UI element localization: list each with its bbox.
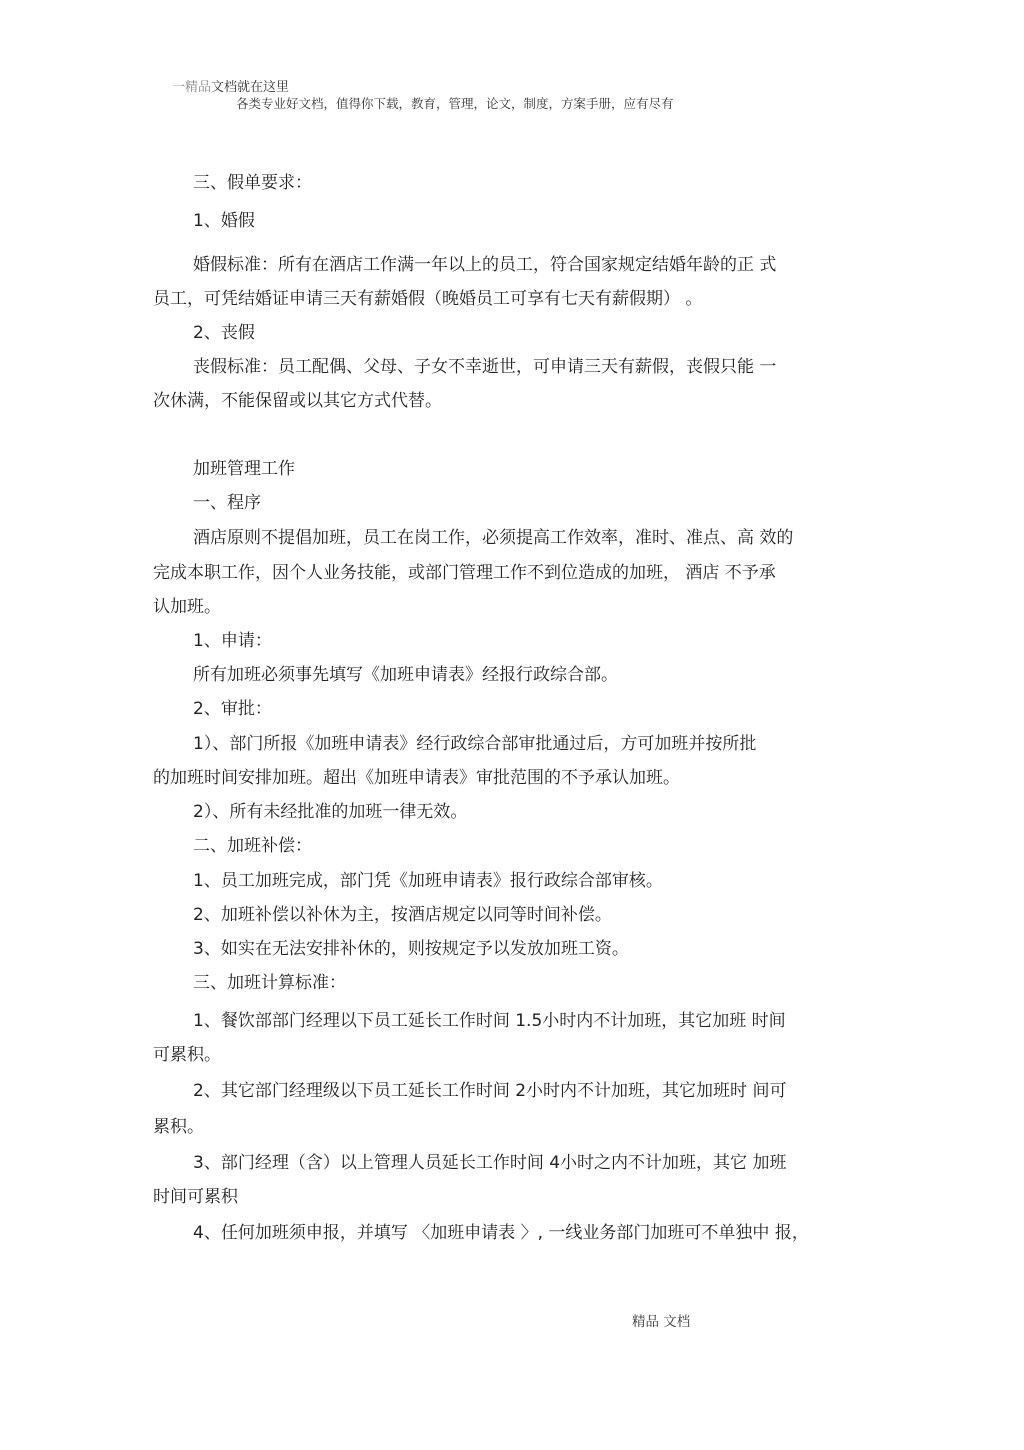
list-item: 3、如实在无法安排补休的，则按规定予以发放加班工资。 xyxy=(193,939,629,959)
header-subtitle: 各类专业好文档，值得你下载，教育，管理，论文，制度，方案手册，应有尽有 xyxy=(236,96,674,111)
subheading-marriage-leave: 1、婚假 xyxy=(193,211,255,231)
header-prefix: 一精品 xyxy=(172,80,212,95)
paragraph-line: 累积。 xyxy=(153,1117,204,1137)
paragraph-line: 所有加班必须事先填写《加班申请表》经报行政综合部。 xyxy=(193,665,618,685)
header-title: 文档就在这里 xyxy=(211,80,290,95)
section-heading-procedure: 一、程序 xyxy=(193,493,261,513)
section-heading-compensation: 二、加班补偿： xyxy=(193,836,312,856)
paragraph-line: 完成本职工作，因个人业务技能，或部门管理工作不到位造成的加班， 酒店 不予承 xyxy=(153,563,776,583)
paragraph-line: 婚假标准：所有在酒店工作满一年以上的员工，符合国家规定结婚年龄的正 式 xyxy=(193,255,777,275)
paragraph-line: 认加班。 xyxy=(153,597,221,617)
paragraph-line: 员工，可凭结婚证申请三天有薪婚假（晚婚员工可享有七天有薪假期） 。 xyxy=(153,289,703,309)
paragraph-line: 次休满，不能保留或以其它方式代替。 xyxy=(153,391,442,411)
paragraph-line: 2）、所有未经批准的加班一律无效。 xyxy=(193,802,468,822)
list-item: 1、餐饮部部门经理以下员工延长工作时间 1.5小时内不计加班，其它加班 时间 xyxy=(193,1011,786,1031)
paragraph-line: 酒店原则不提倡加班，员工在岗工作，必须提高工作效率，准时、准点、高 效的 xyxy=(193,528,794,548)
list-item: 4、任何加班须申报，并填写 〈加班申请表 〉, 一线业务部门加班可不单独中 报， xyxy=(193,1223,809,1243)
section-title-overtime: 加班管理工作 xyxy=(193,459,295,479)
subheading-approval: 2、审批： xyxy=(193,699,272,719)
list-item: 2、其它部门经理级以下员工延长工作时间 2小时内不计加班，其它加班时 间可 xyxy=(193,1081,787,1101)
paragraph-line: 可累积。 xyxy=(153,1045,221,1065)
subheading-bereavement-leave: 2、丧假 xyxy=(193,323,255,343)
paragraph-line: 的加班时间安排加班。超出《加班申请表》审批范围的不予承认加班。 xyxy=(153,768,680,788)
page-footer: 精品 文档 xyxy=(632,1314,691,1330)
list-item: 3、部门经理（含）以上管理人员延长工作时间 4小时之内不计加班，其它 加班 xyxy=(193,1153,787,1173)
paragraph-line: 1）、部门所报《加班申请表》经行政综合部审批通过后，方可加班并按所批 xyxy=(193,734,757,754)
section-heading-leave-forms: 三、假单要求： xyxy=(193,173,312,193)
header-banner xyxy=(172,76,289,95)
paragraph-line: 时间可累积 xyxy=(153,1187,238,1207)
list-item: 2、加班补偿以补休为主，按酒店规定以同等时间补偿。 xyxy=(193,905,612,925)
section-heading-calculation: 三、加班计算标准： xyxy=(193,973,346,993)
paragraph-line: 丧假标准：员工配偶、父母、子女不幸逝世，可申请三天有薪假，丧假只能 一 xyxy=(193,357,777,377)
list-item: 1、员工加班完成，部门凭《加班申请表》报行政综合部审核。 xyxy=(193,871,663,891)
subheading-application: 1、申请： xyxy=(193,631,272,651)
